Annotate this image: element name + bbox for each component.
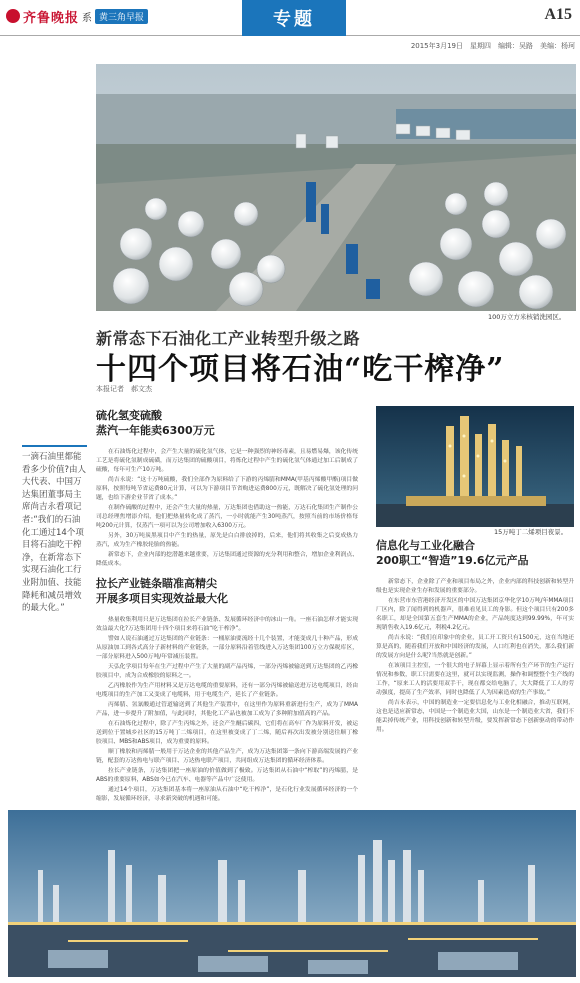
section3-title-b: 200职工“智造”19.6亿元产品 <box>376 554 529 567</box>
page-number: A15 <box>544 6 572 23</box>
paragraph: 丙烯腈、氢氰酸通过管道输送到了其他生产装置中，在这里作为原料重新进行生产，成为了MMA产品，进一步提升了附加值，与此同时，其他化工产品也被加工成为了多种附加值高的产品。 <box>96 702 358 717</box>
pull-quote: 一滴石油里都能看多少价值?由人大代表、中国万达集团董事局主席尚吉永看项记者:“我们的石油化工通过14个项目将石油吃干榨净，在新常态下实现石油化工行业附加值、技能降耗和减员增效的最大化。” <box>22 445 87 615</box>
paragraph: 另外，30万吨炭黑项目中产生的热量，原先是白白排放掉的，后来，他们将其收集之后变成热力蒸汽，成为生产橡胶轮胎的热能。 <box>96 533 358 548</box>
article-headline: 十四个项目将石油“吃干榨净” <box>96 352 505 387</box>
paragraph: 热量收集利用只是万达集团在拉长产业链条、发展循环经济中的冰山一角。一座石油怎样才能实现效益最大化?万达集团用十四个项目来将石油“吃干榨净”。 <box>96 617 358 632</box>
paragraph: 天弘化学项目每年在生产过程中产生了大量的副产品丙烯，一部分丙烯被输送到万达集团的乙丙橡胶项目中，成为合成橡胶的原料之一。 <box>96 664 358 679</box>
masthead <box>0 0 580 36</box>
paragraph: 尚吉永说：“这十万吨硫酸，我们全部作为原料给了下游的丙烯腈和MMA(甲基丙烯酸甲酯)项目做原料，按照每吨节省运费80元计算，可以为下游项目节省购进运费800万元，既解决了硫化氢处理的问题，也给下游企业节省了成本。” <box>96 477 358 501</box>
section-title: 专题 <box>242 0 346 36</box>
left-column <box>96 408 358 805</box>
paragraph: 在石油炼化过程中，会产生大量的硫化氢气体，它是一种强烈的神经毒素，且易燃易爆，该化传统工艺是将硫化氢制成硫磺，而万达集团的硫酸项目，将炼化过程中产生的硫化氢气体通过加工后制成了硫酸，每年可生产10万吨。 <box>96 449 358 473</box>
refinery-night-illustration <box>376 406 574 527</box>
paragraph: 在制作硫酸的过程中，还会产生大量的热量，万达集团也借助这一热能，万达石化集团生产制作公司总经理焦增添介绍，他们把热量转化成了蒸汽，一小时就能产生30吨蒸汽，按照当前的市场价格每吨200元计算，仅蒸汽一项可以为公司增加收入6300万元。 <box>96 505 358 529</box>
bottom-panorama-photo <box>8 810 576 977</box>
section1-title-b: 蒸汽一年能卖6300万元 <box>96 424 215 437</box>
dateline: 2015年3月19日 星期四 编辑：吴路 美编：杨珂 <box>410 42 575 50</box>
night-plant-photo <box>376 406 574 527</box>
plant-panorama-illustration <box>8 810 576 977</box>
paragraph: 顺丁橡胶和丙烯腈一般用于万达企业的其他产品生产，成为万达集团第一条向下游高端发展的产业链，配套的万达热电与联产项目、万达热电联产项目，共同组成万达集团的循环经济体系。 <box>96 749 358 764</box>
paragraph: 尚吉永说：“我们在印象中的企业，员工开工资只有1500元，这在当地还算是高的，随着我们开放和中国经济的发展，人口红利也在消失，那么我们新的发展方向是什么呢?当然就是创新。” <box>376 635 574 659</box>
hero-photo <box>96 64 576 311</box>
paragraph: 譬如人说石油通过万达集团的产业链条：一桶原油要流经十几个装置，才能变成几十种产品，形成从原油加工到各式高分子新材料的产业链条，一部分原料沿着管线进入万达集团100万立方保税库区，一部分原料进入500万吨/年常减压装置。 <box>96 636 358 660</box>
brand-tag: 黄三角早报 <box>95 9 148 24</box>
brand <box>6 7 148 25</box>
section1-title-a: 硫化氢变硫酸 <box>96 409 162 422</box>
paragraph: 拉长产业链条，万达集团把一座原油的价值做到了极致。万达集团从石油中“榨取”的丙烯腈，是ABS的重要原料，ABS如今已在汽车、电器等产品中广泛使用。 <box>96 768 358 783</box>
tank-farm-illustration <box>96 64 576 311</box>
brand-suffix: 系 <box>82 12 93 24</box>
section2-title-b: 开展多项目实现效益最大化 <box>96 592 228 605</box>
right-photo-caption: 15万吨丁二烯项目夜景。 <box>494 528 568 536</box>
brand-name: 齐鲁晚报 <box>23 10 80 26</box>
section3-title-a: 信息化与工业化融合 <box>376 539 475 552</box>
paragraph: 乙丙橡胶作为生产用材料又是万达电缆的重要原料，还有一部分丙烯被输送进万达电缆项目，经由电缆项目的生产加工又变成了电缆料，用于电缆生产，延长了产业链条。 <box>96 683 358 698</box>
article-byline: 本报记者 郝文杰 <box>96 385 152 393</box>
article-subhead: 新常态下石油化工产业转型升级之路 <box>96 329 361 348</box>
paragraph: 新常态下，企业内部的挖潜越来越重要，万达集团通过资源的充分利用和整合，增加企业利润点、降低成本。 <box>96 552 358 567</box>
paragraph: 通过14个项目，万达集团基本将一座原油从石油中“吃干榨净”，是石化行业发展循环经济的一个缩影，发展循环经济，寻求新突破的机遇和可能。 <box>96 787 358 802</box>
paragraph: 在石油炼化过程中，除了产生丙烯之外，还会产生醚后碳四，它们将在高车厂作为原料开发，被运送到位于置城乡社区的15万吨丁二烯项目，在这里被变成了丁二烯，随后再次出发被分别送往顺丁橡胶项目、MBS和ABS项目，成为重要的原料。 <box>96 721 358 745</box>
paragraph: 新常态下，企业除了产业和项目布局之外，企业内部的科技创新和转型升级也是实现企业生存和发展的重要部分。 <box>376 579 574 594</box>
newspaper-logo-icon <box>6 9 20 23</box>
right-column <box>376 538 574 736</box>
paragraph: 在该项目主控室，一个很大的电子屏幕上显示着所有生产环节的生产运行情况和参数，职工只需要在这里，就可以实现监测，操作和调整整个生产线的工作，“原来工人的活要用双手干，现在都交给电脑了，大大降低了工人的劳动强度，提高了生产效率，同时也降低了人为因素造成的生产事故。” <box>376 663 574 696</box>
hero-caption: 100万立方米核销洗园区。 <box>488 313 566 321</box>
section2-title-a: 拉长产业链条瞄准高精尖 <box>96 577 217 590</box>
paragraph: 在东营市东营港经济开发区的中国万达集团京华化学10万吨/年MMA项目厂区内，除了闻得到的机器声，很难看见员工的身影。但这个项目只有200多名职工，却是全国第五套生产MMA的企业，产品纯度达到99.99%，年可实现销售收入19.6亿元，利税4.2亿元。 <box>376 598 574 631</box>
paragraph: 尚吉永表示，中国的制造业一定要信息化与工业化相融合，推动互联网，这也是适应新常态，中国是一个制造业大国，山东是一个制造业大省，我们不能丢掉传统产业，用科技创新和转型升级，要发挥新常态下创新驱动的带动作用。 <box>376 700 574 733</box>
